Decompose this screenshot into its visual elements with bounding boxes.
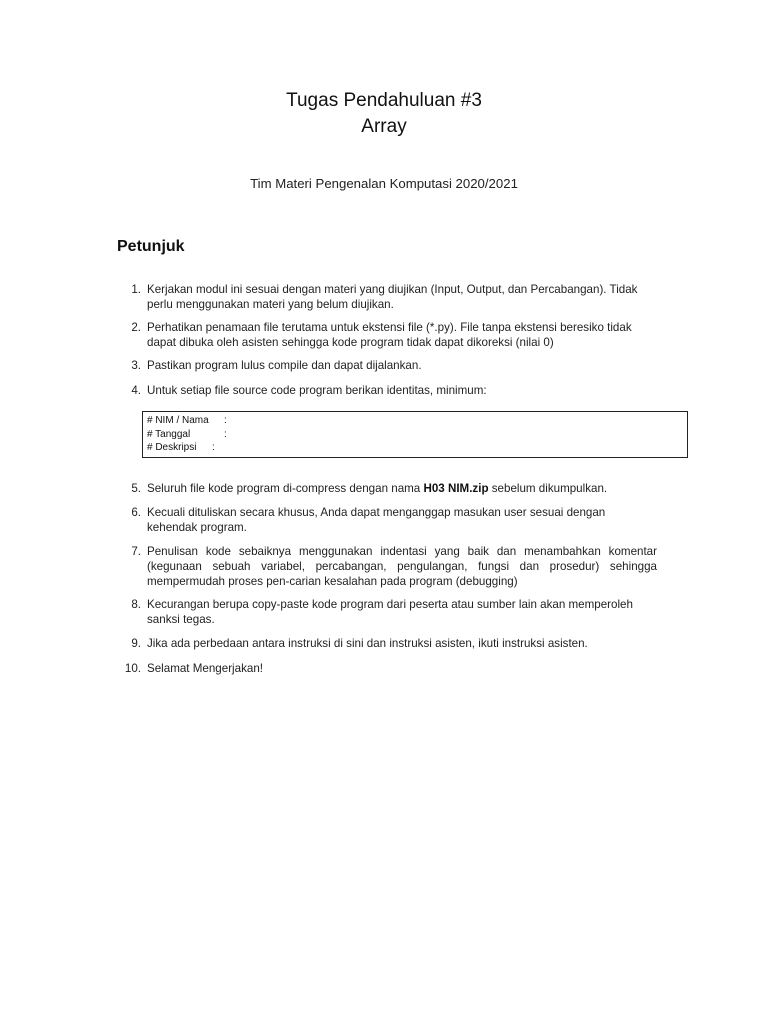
- zip-filename: H03 NIM.zip: [423, 482, 489, 495]
- list-item-number: 8.: [131, 598, 141, 611]
- list-item-number: 3.: [131, 359, 141, 372]
- section-heading: Petunjuk: [117, 238, 185, 255]
- list-item-text: [147, 481, 657, 496]
- team-line: Tim Materi Pengenalan Komputasi 2020/2021: [250, 176, 518, 191]
- list-item-text-before: Seluruh file kode program di-compress dengan nama: [147, 482, 424, 495]
- list-item-number: 2.: [131, 321, 141, 334]
- code-label: # Deskripsi: [147, 442, 197, 453]
- list-item-text: Selamat Mengerjakan!: [147, 662, 263, 675]
- code-colon: :: [212, 442, 215, 453]
- list-item-number: 10.: [124, 662, 141, 675]
- code-label: # NIM / Nama: [147, 415, 209, 426]
- code-label: # Tanggal: [147, 428, 191, 440]
- list-item-text: Penulisan kode sebaiknya menggunakan indentasi yang baik dan menambahkan komentar (kegunaan sebuah variabel, percabangan, pengulangan, fungsi dan prosedur) sehingga mempermudah proses pen-carian kesalahan pada program (debugging): [147, 545, 657, 588]
- identity-code-box: [142, 411, 688, 458]
- list-item-number: 1.: [131, 283, 141, 296]
- list-item-text: Kerjakan modul ini sesuai dengan materi yang diujikan (Input, Output, dan Percabangan). Tidak perlu menggunakan materi yang belum diujikan.: [147, 283, 638, 311]
- list-item-text: Untuk setiap file source code program berikan identitas, minimum:: [147, 384, 487, 397]
- code-colon: :: [224, 415, 227, 426]
- list-item-text-after: sebelum dikumpulkan.: [488, 482, 608, 495]
- list-item-number: 5.: [131, 482, 141, 495]
- document-subtitle-array: Array: [361, 116, 407, 137]
- list-item-text: Pastikan program lulus compile dan dapat dijalankan.: [147, 359, 422, 372]
- code-line-deskripsi: [147, 441, 683, 455]
- list-item-text: Kecurangan berupa copy-paste kode program dari peserta atau sumber lain akan memperoleh sanksi tegas.: [147, 598, 633, 626]
- list-item-text: Jika ada perbedaan antara instruksi di sini dan instruksi asisten, ikuti instruksi asisten.: [147, 637, 588, 650]
- list-item-number: 7.: [131, 545, 141, 558]
- code-colon: :: [224, 428, 227, 440]
- list-item-number: 6.: [131, 506, 141, 519]
- code-line-tanggal: [147, 428, 683, 442]
- code-line-nim: [147, 414, 683, 428]
- document-title: Tugas Pendahuluan #3: [286, 90, 482, 111]
- list-item-text: Perhatikan penamaan file terutama untuk ekstensi file (*.py). File tanpa ekstensi beresiko tidak dapat dibuka oleh asisten sehingga kode program tidak dapat dikoreksi (nilai 0): [147, 321, 632, 349]
- list-item-text: Kecuali dituliskan secara khusus, Anda dapat menganggap masukan user sesuai dengan kehendak program.: [147, 506, 606, 534]
- list-item-number: 4.: [131, 384, 141, 397]
- list-item-number: 9.: [131, 637, 141, 650]
